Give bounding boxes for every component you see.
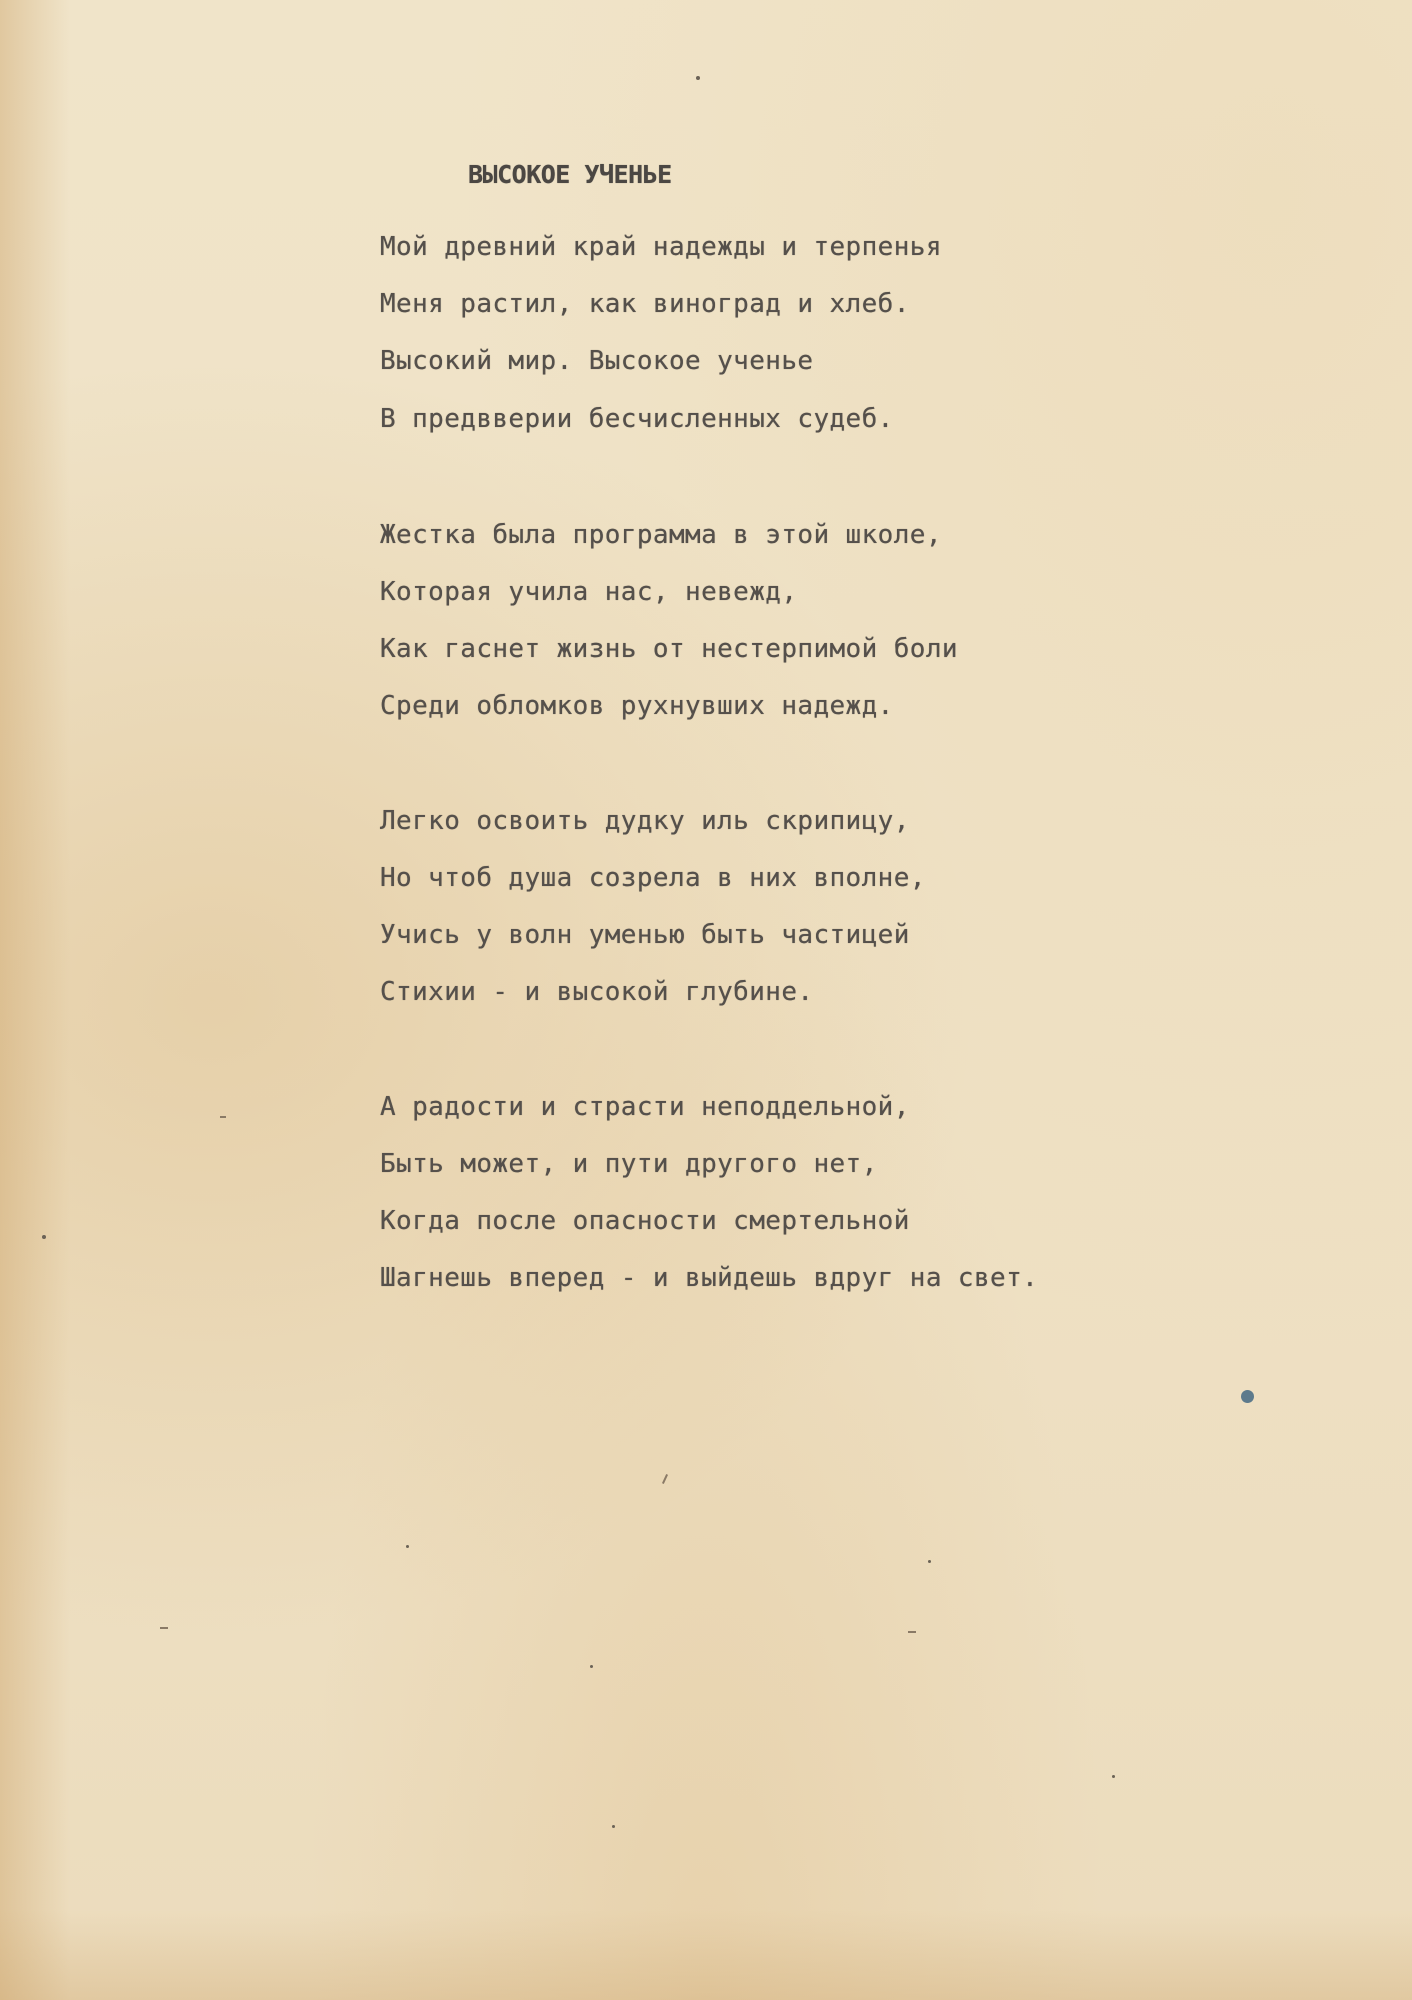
poem-line: Среди обломков рухнувших надежд. <box>380 691 894 721</box>
paper-speck <box>696 76 700 80</box>
paper-speck <box>406 1545 409 1548</box>
paper-speck <box>612 1825 615 1828</box>
poem-line: Легко освоить дудку иль скрипицу, <box>380 806 910 836</box>
poem-title: ВЫСОКОЕ УЧЕНЬЕ <box>468 160 672 189</box>
poem-line: Высокий мир. Высокое ученье <box>380 346 814 376</box>
paper-mark <box>220 1116 226 1118</box>
paper-speck <box>590 1665 593 1668</box>
paper-mark <box>160 1627 168 1629</box>
poem-line: А радости и страсти неподдельной, <box>380 1092 910 1122</box>
paper-bottom-shading <box>0 1910 1412 2000</box>
paper-edge-shading <box>0 0 70 2000</box>
poem-line: Когда после опасности смертельной <box>380 1206 910 1236</box>
poem-line: Как гаснет жизнь от нестерпимой боли <box>380 634 958 664</box>
poem-line: Быть может, и пути другого нет, <box>380 1149 878 1179</box>
poem-line: Стихии - и высокой глубине. <box>380 977 814 1007</box>
poem-line: Учись у волн уменью быть частицей <box>380 920 910 950</box>
poem-line: Но чтоб душа созрела в них вполне, <box>380 863 926 893</box>
poem-line: Жестка была программа в этой школе, <box>380 520 942 550</box>
paper-speck <box>1112 1775 1115 1778</box>
poem-line: Шагнешь вперед - и выйдешь вдруг на свет. <box>380 1263 1039 1293</box>
paper-speck <box>928 1560 931 1563</box>
paper-speck <box>42 1235 46 1239</box>
poem-line: В предвверии бесчисленных судеб. <box>380 404 894 434</box>
paper-mark <box>908 1631 916 1633</box>
paper-mark <box>662 1474 668 1484</box>
poem-line: Мой древний край надежды и терпенья <box>380 232 942 262</box>
ink-dot <box>1241 1390 1254 1403</box>
poem-line: Которая учила нас, невежд, <box>380 577 798 607</box>
poem-line: Меня растил, как виноград и хлеб. <box>380 289 910 319</box>
